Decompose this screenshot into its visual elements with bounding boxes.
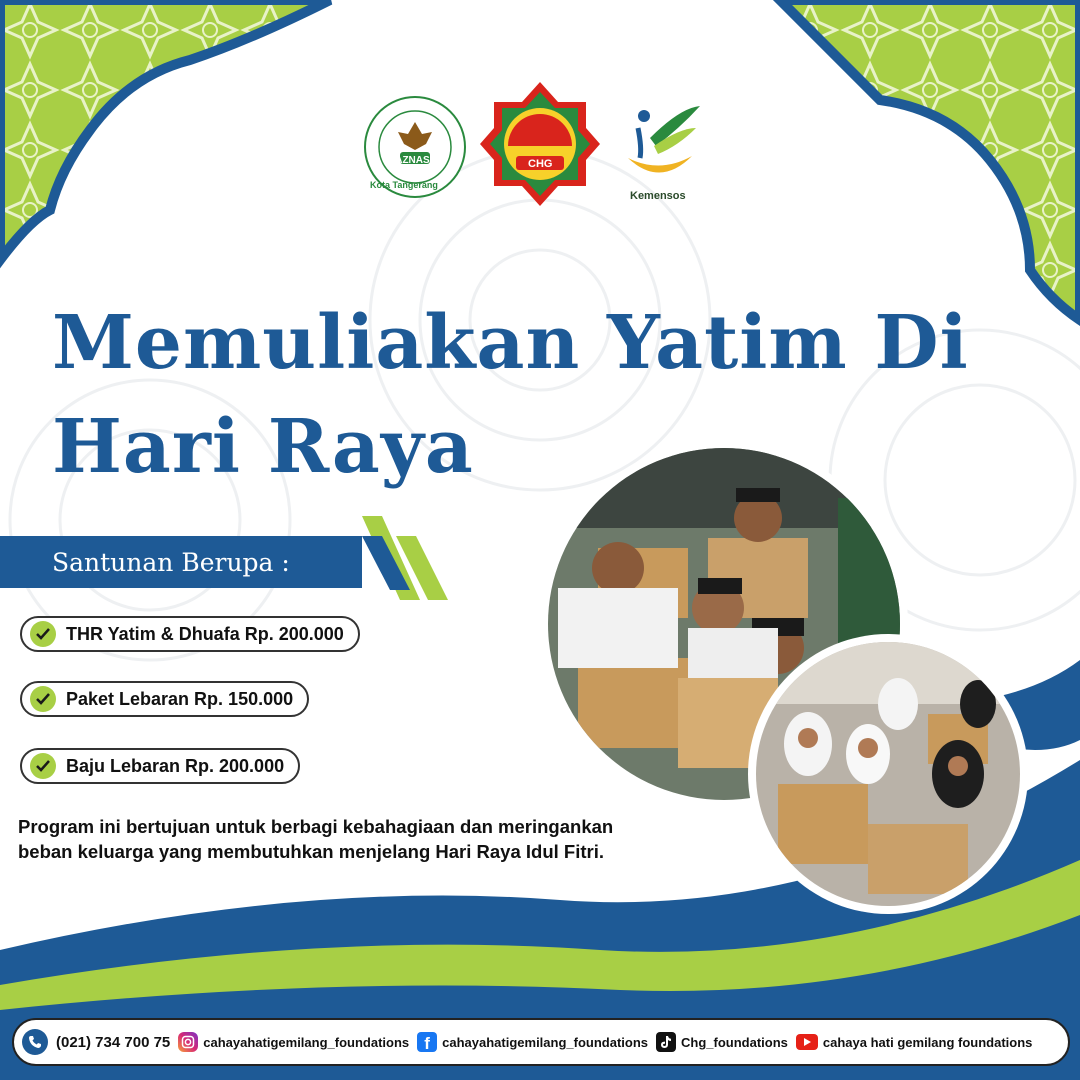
check-icon [30, 753, 56, 779]
check-icon [30, 686, 56, 712]
list-item-label: Baju Lebaran Rp. 200.000 [66, 755, 285, 776]
page-title-line1: Memuliakan Yatim Di [52, 300, 969, 386]
instagram-icon [178, 1032, 198, 1052]
chg-name: CHG [528, 158, 553, 170]
chg-logo [478, 80, 602, 208]
instagram-handle: cahayahatigemilang_foundations [203, 1034, 410, 1050]
footer-bar [12, 1018, 1070, 1066]
facebook-icon: f [417, 1032, 437, 1052]
phone-icon [22, 1029, 48, 1055]
kemensos-logo [620, 98, 710, 208]
check-icon [30, 621, 56, 647]
footer-instagram[interactable] [178, 1032, 409, 1052]
baznas-name: BAZNAS [388, 155, 430, 166]
page-title-line2: Hari Raya [52, 404, 474, 490]
tiktok-handle: Chg_foundations [681, 1034, 788, 1050]
list-item-thr [20, 616, 360, 652]
footer-youtube[interactable] [796, 1034, 1032, 1050]
tiktok-icon [656, 1032, 676, 1052]
footer-tiktok[interactable] [656, 1032, 788, 1052]
section-heading: Santunan Berupa : [52, 548, 290, 577]
photo-girls [748, 634, 1028, 914]
youtube-handle: cahaya hati gemilang foundations [822, 1034, 1033, 1050]
footer-facebook[interactable] [417, 1032, 648, 1052]
list-item-paket [20, 681, 309, 717]
baznas-city: Kota Tangerang [370, 180, 438, 190]
footer-phone[interactable] [22, 1029, 170, 1055]
description-text: Program ini bertujuan untuk berbagi kebahagiaan dan meringankan beban keluarga yang membutuhkan menjelang Hari Raya Idul Fitri. [18, 816, 614, 862]
facebook-handle: cahayahatigemilang_foundations [442, 1034, 649, 1050]
list-item-label: THR Yatim & Dhuafa Rp. 200.000 [66, 623, 344, 644]
baznas-logo [360, 92, 470, 202]
list-item-label: Paket Lebaran Rp. 150.000 [66, 688, 294, 709]
youtube-icon [796, 1034, 818, 1050]
kemensos-name: Kemensos [630, 190, 686, 202]
list-item-baju [20, 748, 300, 784]
phone-number: (021) 734 700 75 [56, 1033, 171, 1051]
